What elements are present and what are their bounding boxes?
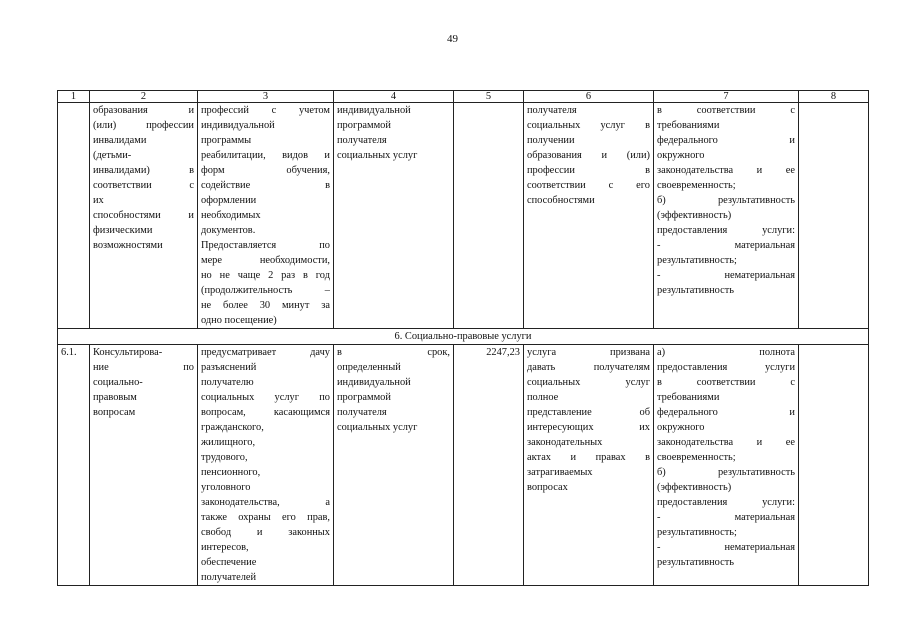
cell-text-line: - нематериальная [657, 270, 795, 281]
cell-text-line: своевременность; [657, 452, 736, 463]
cell-text-line: - нематериальная [657, 542, 795, 553]
cell-text-line: индивидуальной [337, 377, 411, 388]
cell-text-line: требованиями [657, 392, 720, 403]
cell-text-line: законодательства и ее [657, 437, 795, 448]
cell-text-line: программы [201, 135, 252, 146]
cell-text-line: вопросам [93, 407, 136, 418]
cell-text-line: форм обучения, [201, 165, 330, 176]
cell-text-line: обеспечение [201, 557, 257, 568]
cell-text-line: результативность [657, 285, 735, 296]
service-row [58, 345, 869, 586]
cell-quality-criteria [654, 345, 799, 586]
services-table [57, 90, 869, 586]
cell-text-line: способностями и [93, 210, 194, 221]
cell-text-line: программой [337, 120, 391, 131]
cell-text-line: одно посещение) [201, 315, 277, 326]
cell-text-line: результативность [657, 557, 735, 568]
cell-text-line: представление об [527, 407, 650, 418]
cell-text-line: получателю [201, 377, 254, 388]
column-header: 1 [58, 91, 90, 103]
cell-text-line: актах и правах в [527, 452, 650, 463]
cell-text-line: получателя [337, 135, 387, 146]
cell-service-terms [334, 103, 454, 329]
cell-text-line: результативность; [657, 255, 737, 266]
cell-text-line: соответствии с его [527, 180, 650, 191]
cell-text-line: - материальная [657, 512, 795, 523]
cell-quality-criteria [654, 103, 799, 329]
column-header: 7 [654, 91, 799, 103]
cell-service-indicators [524, 345, 654, 586]
cell-text-line: социальных услуг [337, 150, 418, 161]
cell-text-line: социальных услуг в [527, 120, 650, 131]
cell-tariff: 2247,23 [454, 345, 524, 586]
cell-service-description [198, 345, 334, 586]
cell-text-line: оформлении [201, 195, 257, 206]
cell-text-line: их [93, 195, 104, 206]
cell-text-line: Предоставляется по [201, 240, 330, 251]
cell-text-line: - материальная [657, 240, 795, 251]
cell-text-line: пенсионного, [201, 467, 261, 478]
cell-text-line: мере необходимости, [201, 255, 330, 266]
cell-service-name [90, 103, 198, 329]
cell-notes [799, 345, 869, 586]
cell-text-line: уголовного [201, 482, 251, 493]
cell-text-line: профессий с учетом [201, 105, 330, 116]
cell-text-line: но не чаще 2 раз в год [201, 270, 330, 281]
cell-notes [799, 103, 869, 329]
cell-text-line: социальных услуг [527, 377, 650, 388]
cell-text-line: инвалидами [93, 135, 147, 146]
cell-service-name [90, 345, 198, 586]
cell-text-line: возможностями [93, 240, 163, 251]
cell-text-line: предоставления услуги: [657, 497, 795, 508]
cell-text-line: документов. [201, 225, 256, 236]
cell-text-line: реабилитации, видов и [201, 150, 330, 161]
cell-text-line: свобод и законных [201, 527, 330, 538]
column-header: 4 [334, 91, 454, 103]
section-row [58, 329, 869, 345]
column-header: 6 [524, 91, 654, 103]
cell-service-terms [334, 345, 454, 586]
cell-text-line: необходимых [201, 210, 261, 221]
continuation-row [58, 103, 869, 329]
cell-text-line: Консультирова- [93, 347, 163, 358]
cell-text-line: способностями [527, 195, 595, 206]
cell-text-line: интересов, [201, 542, 249, 553]
cell-text-line: давать получателям [527, 362, 650, 373]
cell-text-line: услуга призвана [527, 347, 650, 358]
cell-text-line: разъяснений [201, 362, 257, 373]
cell-text-line: б) результативность [657, 195, 795, 206]
cell-text-line: окружного [657, 150, 705, 161]
cell-text-line: в соответствии с [657, 105, 795, 116]
column-header: 8 [799, 91, 869, 103]
cell-text-line: трудового, [201, 452, 248, 463]
cell-text-line: профессии в [527, 165, 650, 176]
cell-text-line: своевременность; [657, 180, 736, 191]
cell-text-line: вопросам, касающимся [201, 407, 330, 418]
cell-text-line: соответствии с [93, 180, 194, 191]
cell-text-line: федерального и [657, 135, 795, 146]
cell-text-line: социальных услуг [337, 422, 418, 433]
cell-text-line: полное [527, 392, 559, 403]
cell-text-line: (эффективность) [657, 482, 732, 493]
cell-text-line: окружного [657, 422, 705, 433]
cell-number [58, 103, 90, 329]
cell-text-line: ние по [93, 362, 194, 373]
cell-text-line: законодательства и ее [657, 165, 795, 176]
cell-text-line: предоставления услуги [657, 362, 795, 373]
cell-text-line: результативность; [657, 527, 737, 538]
cell-text-line: (детьми- [93, 150, 132, 161]
cell-text-line: программой [337, 392, 391, 403]
cell-text-line: образования и (или) [527, 150, 650, 161]
cell-text-line: определенный [337, 362, 401, 373]
cell-text-line: социально- [93, 377, 143, 388]
cell-text-line: законодательства, а [201, 497, 330, 508]
cell-text-line: законодательных [527, 437, 603, 448]
cell-text-line: требованиями [657, 120, 720, 131]
cell-text-line: социальных услуг по [201, 392, 330, 403]
cell-text-line: в соответствии с [657, 377, 795, 388]
cell-text-line: (эффективность) [657, 210, 732, 221]
cell-text-line: образования и [93, 105, 194, 116]
cell-text-line: интересующих их [527, 422, 650, 433]
column-number-header-row [58, 91, 869, 103]
cell-text-line: получателя [527, 105, 577, 116]
cell-text-line: б) результативность [657, 467, 795, 478]
cell-text-line: гражданского, [201, 422, 264, 433]
cell-text-line: правовым [93, 392, 137, 403]
cell-service-indicators [524, 103, 654, 329]
cell-text-line: жилищного, [201, 437, 256, 448]
cell-text-line: не более 30 минут за [201, 300, 330, 311]
cell-text-line: предоставления услуги: [657, 225, 795, 236]
cell-text-line: затрагиваемых [527, 467, 593, 478]
column-header: 5 [454, 91, 524, 103]
column-header: 2 [90, 91, 198, 103]
cell-text-line: индивидуальной [201, 120, 275, 131]
cell-text-line: в срок, [337, 347, 450, 358]
column-header: 3 [198, 91, 334, 103]
cell-text-line: получателя [337, 407, 387, 418]
cell-text-line: вопросах [527, 482, 568, 493]
page-number: 49 [447, 33, 458, 45]
cell-number: 6.1. [58, 345, 90, 586]
cell-text-line: (или) профессии [93, 120, 194, 131]
cell-text-line: также охраны его прав, [201, 512, 330, 523]
cell-text-line: предусматривает дачу [201, 347, 330, 358]
cell-service-description [198, 103, 334, 329]
cell-text-line: а) полнота [657, 347, 795, 358]
cell-text-line: инвалидами) в [93, 165, 194, 176]
cell-tariff [454, 103, 524, 329]
cell-text-line: физическими [93, 225, 153, 236]
cell-text-line: индивидуальной [337, 105, 411, 116]
cell-text-line: получении [527, 135, 575, 146]
cell-text-line: получателей [201, 572, 257, 583]
cell-text-line: (продолжительность – [201, 285, 330, 296]
section-title: 6. Социально-правовые услуги [58, 329, 869, 345]
cell-text-line: федерального и [657, 407, 795, 418]
cell-text-line: содействие в [201, 180, 330, 191]
